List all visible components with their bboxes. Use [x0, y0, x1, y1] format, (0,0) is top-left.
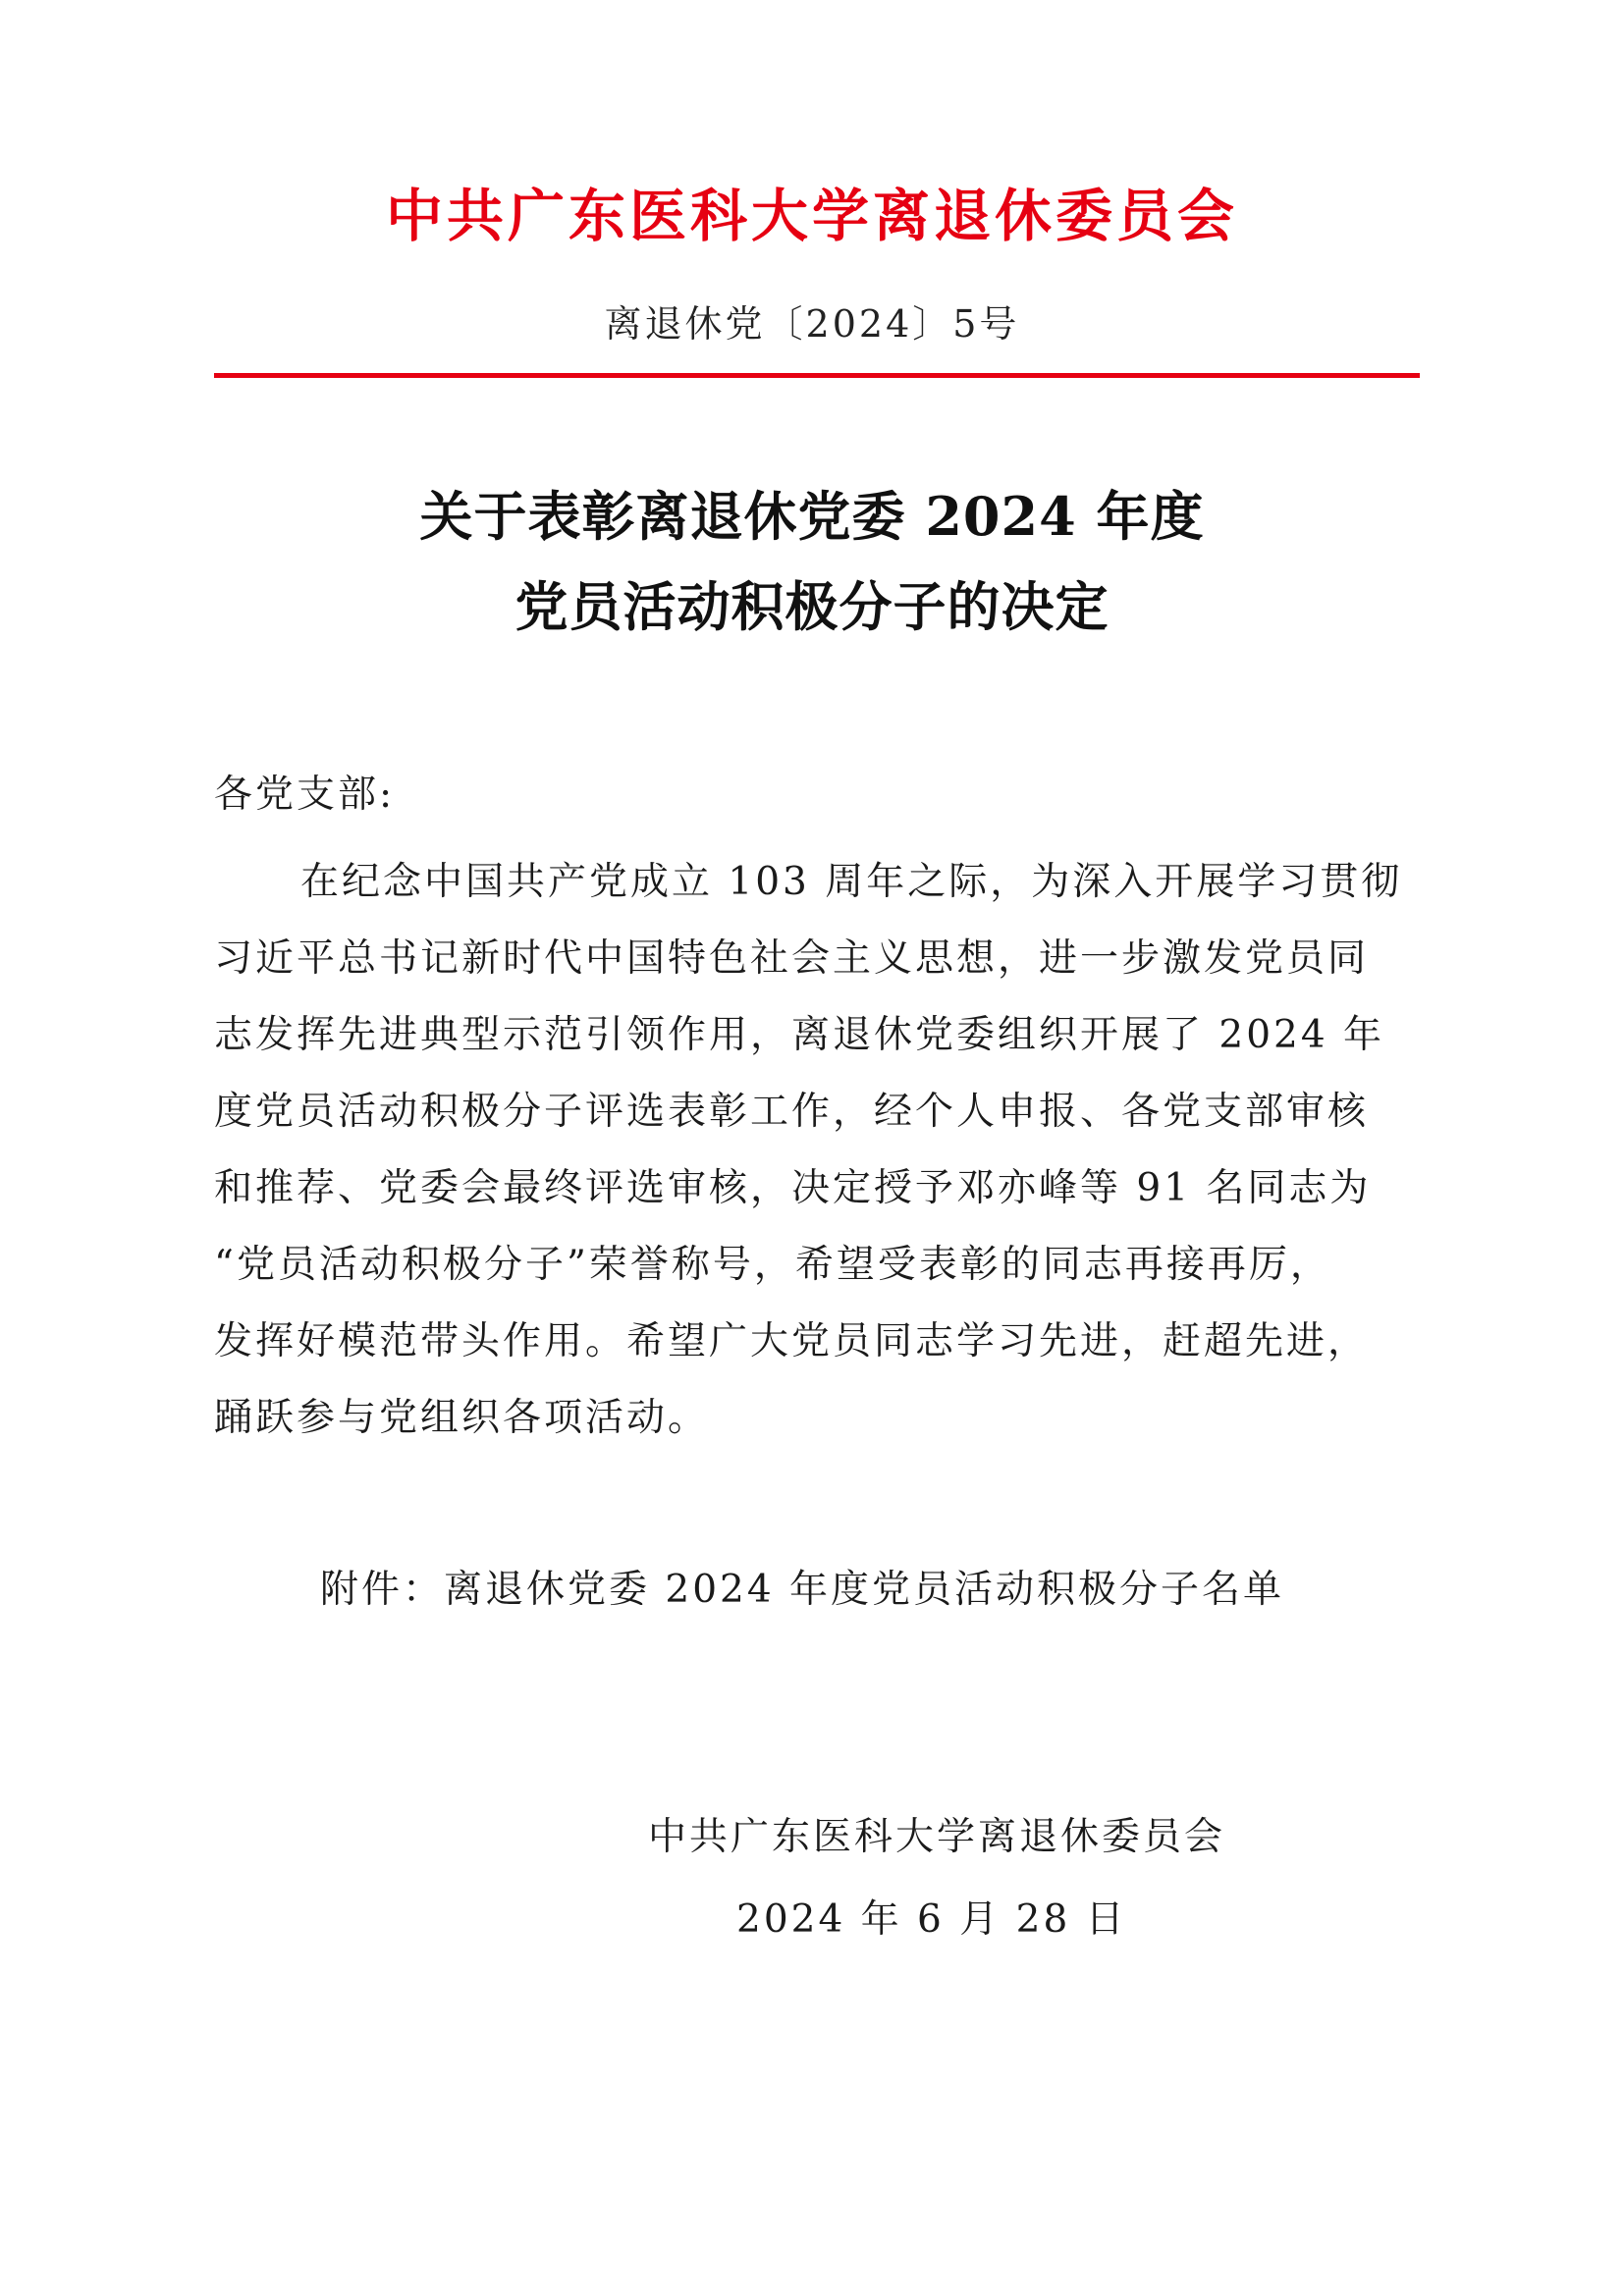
issuing-org-header: 中共广东医科大学离退休委员会 — [385, 183, 1238, 249]
attachment-note: 附件：离退休党委 2024 年度党员活动积极分子名单 — [320, 1568, 1285, 1612]
salutation: 各党支部: — [214, 773, 396, 817]
body-line: 发挥好模范带头作用。希望广大党员同志学习先进，赶超先进， — [214, 1319, 1370, 1363]
body-line: 度党员活动积极分子评选表彰工作，经个人申报、各党支部审核 — [214, 1090, 1370, 1134]
body-line: 和推荐、党委会最终评选审核，决定授予邓亦峰等 91 名同志为 — [214, 1166, 1372, 1210]
title-line-1: 关于表彰离退休党委 2024 年度 — [419, 485, 1205, 548]
body-line: 习近平总书记新时代中国特色社会主义思想，进一步激发党员同 — [214, 936, 1370, 981]
signature-block — [648, 1796, 1225, 1961]
signature-date: 2024 年 6 月 28 日 — [736, 1897, 1127, 1942]
document-title — [0, 471, 1624, 652]
body-line: 在纪念中国共产党成立 103 周年之际，为深入开展学习贯彻 — [300, 860, 1403, 904]
body-line: 踊跃参与党组织各项活动。 — [214, 1396, 710, 1440]
body-paragraph — [214, 844, 1420, 1457]
title-line-2: 党员活动积极分子的决定 — [514, 575, 1110, 638]
document-number: 离退休党〔2024〕5号 — [604, 302, 1020, 346]
body-line: 志发挥先进典型示范引领作用，离退休党委组织开展了 2024 年 — [214, 1013, 1385, 1057]
body-line: “党员活动积极分子”荣誉称号，希望受表彰的同志再接再厉， — [214, 1243, 1331, 1287]
red-divider-line — [214, 373, 1420, 378]
signature-org: 中共广东医科大学离退休委员会 — [648, 1815, 1226, 1859]
